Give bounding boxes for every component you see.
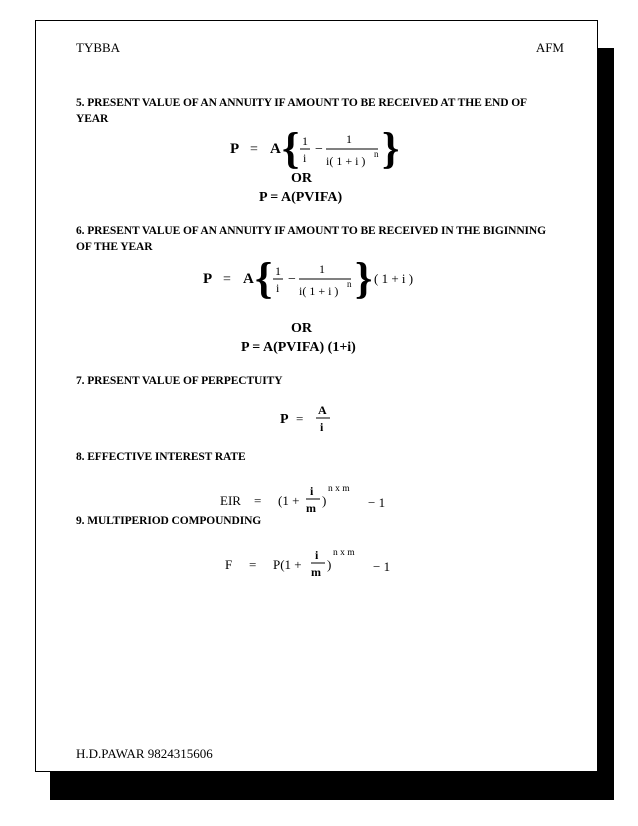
formula-8-den: m [306, 501, 316, 515]
formula-9-num: i [315, 548, 319, 562]
formula-5-den1: i [303, 151, 307, 165]
formula-8-open: (1 + [278, 493, 300, 508]
formula-7-num: A [318, 403, 327, 417]
formula-5-lhs: P [230, 141, 240, 157]
formula-6-right-brace: } [355, 254, 373, 303]
formula-6-den1: i [276, 281, 280, 295]
section-5-alt-formula: P = A(PVIFA) [259, 190, 343, 205]
formula-9-den: m [311, 565, 321, 579]
formula-5 [226, 121, 406, 177]
section-5-or: OR [291, 171, 312, 186]
formula-5-left-brace: { [282, 124, 300, 173]
section-5-heading: 5. PRESENT VALUE OF AN ANNUITY IF AMOUNT TO BE RECEIVED AT THE END OF YEAR [76, 97, 527, 125]
header-left: TYBBA [76, 40, 121, 55]
formula-8-exp: n x m [328, 484, 350, 494]
formula-7-eq: = [296, 411, 304, 426]
header-right: AFM [535, 40, 564, 55]
formula-6-tail: ( 1 + i ) [374, 271, 414, 286]
formula-5-den2: i( 1 + i ) [326, 154, 366, 168]
formula-7-den: i [320, 420, 324, 434]
formula-6 [199, 251, 429, 307]
formula-9-tail: − 1 [373, 559, 391, 574]
formula-9-close: ) [327, 557, 332, 572]
section-7-heading: 7. PRESENT VALUE OF PERPECTUITY [76, 375, 283, 387]
formula-6-eq: = [223, 272, 231, 287]
formula-5-right-brace: } [382, 124, 400, 173]
formula-7-lhs: P [280, 412, 289, 427]
formula-6-exp: n [347, 279, 352, 289]
formula-6-num1: 1 [275, 264, 281, 278]
formula-6-lhs: P [203, 271, 213, 287]
formula-5-coef: A [270, 141, 281, 157]
section-6-alt-formula: P = A(PVIFA) (1+i) [241, 340, 356, 355]
formula-8-close: ) [322, 493, 327, 508]
formula-6-num2: 1 [319, 262, 325, 276]
footer-author: H.D.PAWAR 9824315606 [76, 746, 213, 761]
section-6-heading: 6. PRESENT VALUE OF AN ANNUITY IF AMOUNT TO BE RECEIVED IN THE BIGINNING OF THE YEAR [76, 225, 546, 253]
formula-5-num1: 1 [302, 134, 308, 148]
formula-8-eq: = [254, 493, 262, 508]
formula-8-tail: − 1 [368, 495, 386, 510]
formula-8-lhs: EIR [220, 493, 241, 508]
formula-5-exp: n [374, 149, 379, 159]
document-page [35, 20, 598, 772]
formula-9-open: P(1 + [273, 557, 302, 572]
formula-5-num2: 1 [346, 132, 352, 146]
formula-6-minus: − [288, 272, 296, 287]
section-8-heading: 8. EFFECTIVE INTEREST RATE [76, 451, 246, 463]
formula-7 [276, 399, 346, 439]
formula-8-num: i [310, 484, 314, 498]
formula-9-exp: n x m [333, 548, 355, 558]
formula-9-lhs: F [225, 557, 233, 572]
formula-9 [221, 539, 421, 583]
formula-5-eq: = [250, 142, 258, 157]
section-9-heading: 9. MULTIPERIOD COMPOUNDING [76, 515, 262, 527]
section-6-or: OR [291, 321, 312, 336]
formula-9-eq: = [249, 557, 257, 572]
formula-8 [216, 477, 416, 517]
formula-5-minus: − [315, 142, 323, 157]
formula-6-left-brace: { [255, 254, 273, 303]
formula-6-coef: A [243, 271, 254, 287]
formula-6-den2: i( 1 + i ) [299, 284, 339, 298]
